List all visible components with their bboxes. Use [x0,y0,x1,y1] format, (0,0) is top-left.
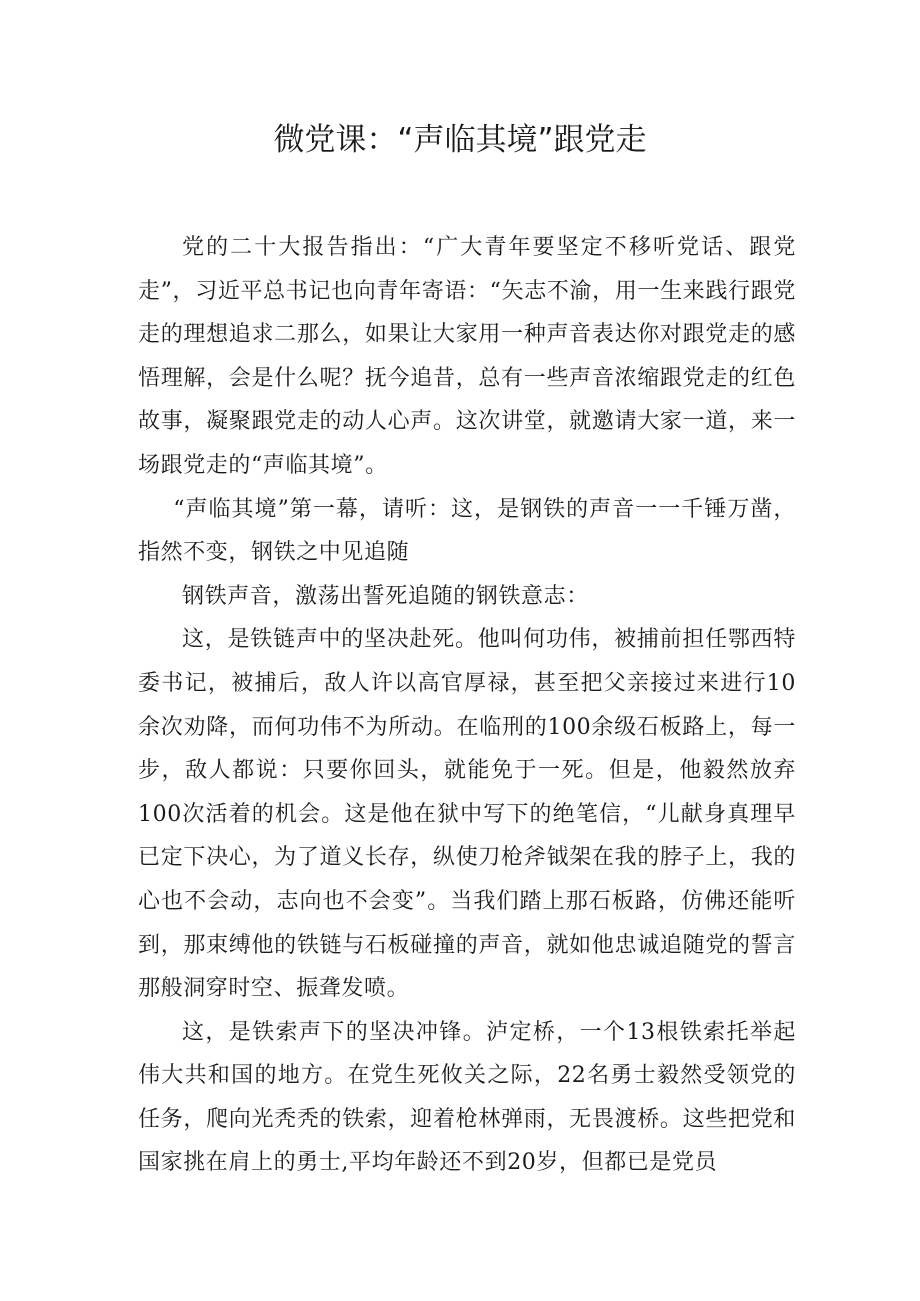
document-body [138,226,796,1185]
paragraph-act-one: “声临其境”第一幕，请听：这，是钢铁的声音一一千锤万凿，指然不变，钢铁之中见追随 [138,496,796,566]
document-title: 微党课：“声临其境”跟党走 [273,122,647,158]
paragraph-intro: 党的二十大报告指出：“广大青年要坚定不移听党话、跟党走”，习近平总书记也向青年寄语：“矢志不渝，用一生来践行跟党走的理想追求二那么，如果让大家用一种声音表达你对跟党走的感悟理解，会是什么呢？抚今追昔，总有一些声音浓缩跟党走的红色故事，凝聚跟党走的动人心声。这次讲堂，就邀请大家一道，来一场跟党走的“声临其境”。 [138,235,796,478]
paragraph-he-gongwei: 这，是铁链声中的坚决赴死。他叫何功伟，被捕前担任鄂西特委书记，被捕后，敌人许以高官厚禄，甚至把父亲接过来进行10余次劝降，而何功伟不为所动。在临刑的100余级石板路上，每一步，敌人都说：只要你回头，就能免于一死。但是，他毅然放弃100次活着的机会。这是他在狱中写下的绝笔信，“儿献身真理早已定下决心，为了道义长存，纵使刀枪斧钺架在我的脖子上，我的心也不会动，志向也不会变”。当我们踏上那石板路，仿佛还能听到，那束缚他的铁链与石板碰撞的声音，就如他忠诚追随党的誓言那般洞穿时空、振聋发喷。 [138,627,796,1002]
paragraph-steel-voice: 钢铁声音，激荡出誓死追随的钢铁意志： [182,583,589,609]
paragraph-luding-bridge: 这，是铁索声下的坚决冲锋。泸定桥，一个13根铁索托举起伟大共和国的地方。在党生死攸关之际，22名勇士毅然受领党的任务，爬向光秃秃的铁索，迎着枪林弹雨，无畏渡桥。这些把党和国家挑在肩上的勇士,平均年龄还不到20岁，但都已是党员 [138,1019,796,1176]
